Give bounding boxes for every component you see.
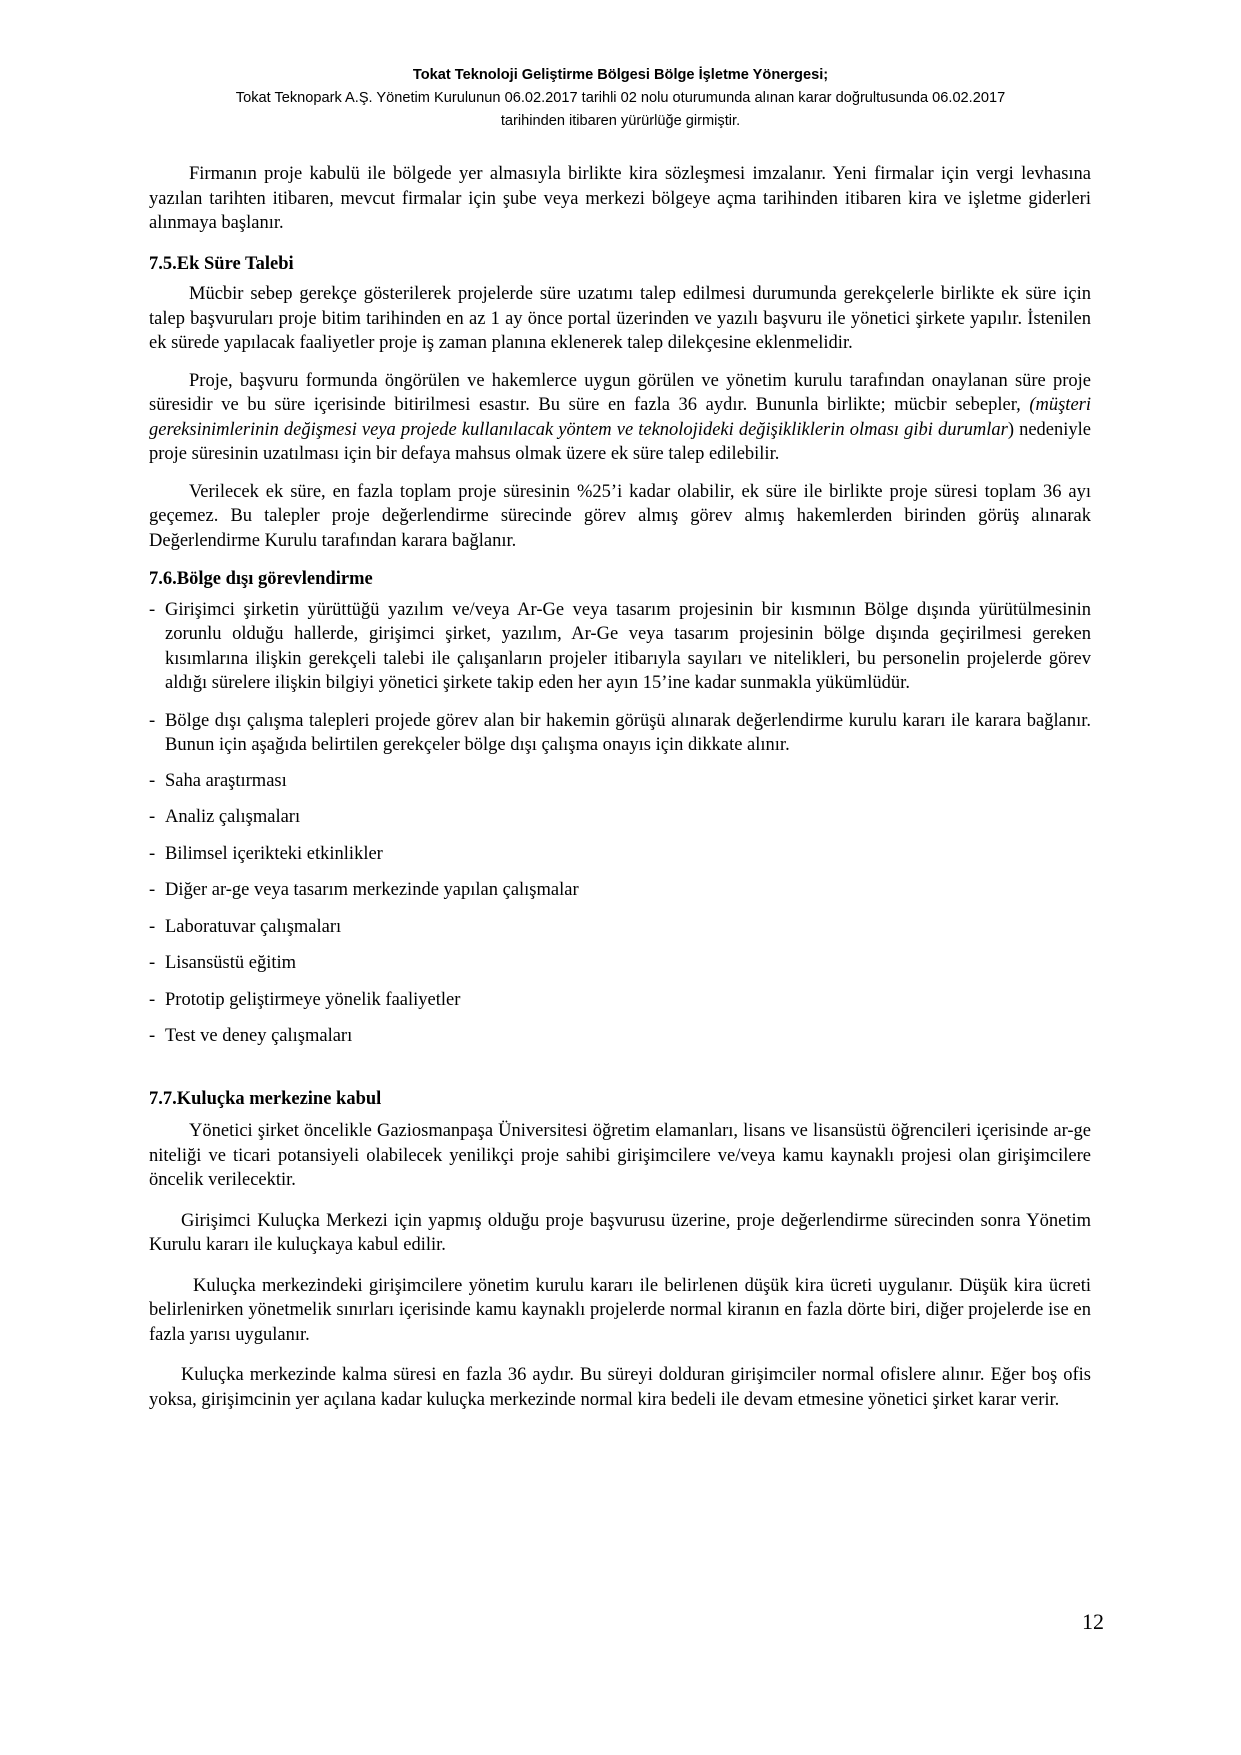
dash-bullet: - — [149, 989, 156, 1010]
list-item — [149, 805, 1091, 830]
section-7-7-paragraph-1: Yönetici şirket öncelikle Gaziosmanpaşa Üniversitesi öğretim elamanları, lisans ve lisansüstü öğrencileri içerisinde ar-ge niteliği ve ticari potansiyeli olabilecek yenilikçi proje sahibi girişimcilere ve/veya kamu kaynaklı projesi olan girişimcilere öncelik verilecektir. — [149, 1121, 1091, 1190]
section-7-5-paragraph-1: Mücbir sebep gerekçe gösterilerek projelerde süre uzatımı talep edilmesi durumunda gerekçelerle birlikte ek süre için talep başvuruları proje bitim tarihinden en az 1 ay önce portal üzerinden ve yazılı başvuru ile yönetici şirkete yapılır. İstenilen ek sürede yapılacak faaliyetler proje iş zaman planına eklenerek talep dilekçesine eklenmelidir. — [149, 284, 1091, 353]
dash-bullet: - — [149, 1026, 156, 1046]
list-item — [149, 988, 1091, 1013]
list-item — [149, 951, 1091, 976]
dash-bullet: - — [149, 807, 156, 827]
document-body — [149, 162, 1091, 1412]
section-7-7-paragraph-4: Kuluçka merkezinde kalma süresi en fazla 36 aydır. Bu süreyi dolduran girişimciler normal ofislere alınır. Eğer boş ofis yoksa, girişimcinin yer açılana kadar kuluçka merkezinde normal kira bedeli ile devam etmesine yönetici şirket karar verir. — [149, 1365, 1091, 1410]
section-7-6-item-2-text: Bölge dışı çalışma talepleri projede görev alan bir hakemin görüşü alınarak değerlendirme kurulu kararı ile karara bağlanır. Bunun için aşağıda belirtilen gerekçeler bölge dışı çalışma onayıs için dikkate alınır. — [165, 710, 1091, 755]
dash-bullet: - — [149, 710, 156, 731]
section-7-6-heading: 7.6.Bölge dışı görevlendirme — [149, 569, 373, 589]
dash-bullet: - — [149, 916, 156, 937]
list-item-text: Bilimsel içerikteki etkinlikler — [165, 843, 383, 864]
intro-paragraph: Firmanın proje kabulü ile bölgede yer almasıyla birlikte kira sözleşmesi imzalanır. Yeni firmalar için vergi levhasına yazılan tarihten itibaren, mevcut firmalar için şube veya merkezi bölgeye açma tarihinden itibaren kira ve işletme giderleri alınmaya başlanır. — [149, 164, 1091, 233]
header-line-1: Tokat Teknopark A.Ş. Yönetim Kurulunun 06.02.2017 tarihli 02 nolu oturumunda alınan karar doğrultusunda 06.02.2017 — [235, 90, 1006, 106]
page-header — [150, 64, 1091, 133]
section-7-7-paragraph-2: Girişimci Kuluçka Merkezi için yapmış olduğu proje başvurusu üzerine, proje değerlendirme sürecinden sonra Yönetim Kurulu kararı ile kuluçkaya kabul edilir. — [149, 1210, 1091, 1255]
list-item — [149, 915, 1091, 940]
list-item — [149, 1024, 1091, 1049]
section-7-5-paragraph-2 — [149, 369, 1091, 467]
list-item-text: Analiz çalışmaları — [165, 807, 301, 827]
header-line-2: tarihinden itibaren yürürlüğe girmiştir. — [500, 113, 741, 129]
list-item — [149, 769, 1091, 794]
header-title: Tokat Teknoloji Geliştirme Bölgesi Bölge İşletme Yönergesi; — [412, 67, 829, 83]
section-7-7-paragraph-3: Kuluçka merkezindeki girişimcilere yönetim kurulu kararı ile belirlenen düşük kira ücreti uygulanır. Düşük kira ücreti belirlenirken yönetmelik sınırları içerisinde kamu kaynaklı projelerde normal kiranın en fazla dörte biri, diğer projelerde ise en fazla yarısı uygulanır. — [149, 1275, 1091, 1345]
section-7-5-paragraph-2-italic: (müşteri gereksinimlerinin değişmesi veya projede kullanılacak yöntem ve teknolojideki değişikliklerin olması gibi durumlar — [149, 395, 1091, 440]
list-item — [149, 842, 1091, 867]
section-7-6-item-2 — [149, 709, 1091, 758]
dash-bullet: - — [149, 880, 156, 900]
section-7-7-heading: 7.7.Kuluçka merkezine kabul — [149, 1088, 382, 1109]
section-7-5-heading: 7.5.Ek Süre Talebi — [149, 253, 294, 274]
page-number: 12 — [1082, 1609, 1104, 1634]
section-7-5-paragraph-2-part-b: ) nedeniyle proje süresinin uzatılması için bir defaya mahsus olmak üzere ek süre talep edilebilir. — [149, 419, 1091, 464]
list-item-text: Test ve deney çalışmaları — [165, 1026, 353, 1046]
list-item — [149, 878, 1091, 903]
section-7-6-item-1-text: Girişimci şirketin yürüttüğü yazılım ve/veya Ar-Ge veya tasarım projesinin bir kısmının Bölge dışında yürütülmesinin zorunlu olduğu hallerde, girişimci şirket, yazılım, Ar-Ge veya tasarım projesinin bölge dışında geçirilmesi gereken kısımlarına ilişkin gerekçeli talebi ile çalışanların projeler itibarıyla sayıları ve nitelikleri, bu personelin projelerde görev aldığı sürelere ilişkin bilgiyi yönetici şirkete takip eden her ayın 15’ine kadar sunmakla yükümlüdür. — [165, 599, 1091, 693]
dash-bullet: - — [149, 953, 156, 973]
section-7-6-item-1 — [149, 598, 1091, 696]
dash-bullet: - — [149, 599, 156, 620]
section-7-5-paragraph-3: Verilecek ek süre, en fazla toplam proje süresinin %25’i kadar olabilir, ek süre ile birlikte proje süresi toplam 36 ayı geçemez. Bu talepler proje değerlendirme sürecinde görev almış görev almış hakemlerden birinden görüş alınarak Değerlendirme Kurulu tarafından karara bağlanır. — [149, 481, 1091, 551]
list-item-text: Prototip geliştirmeye yönelik faaliyetler — [165, 989, 461, 1010]
dash-bullet: - — [149, 843, 156, 864]
list-item-text: Diğer ar-ge veya tasarım merkezinde yapılan çalışmalar — [165, 880, 579, 900]
dash-bullet: - — [149, 770, 156, 791]
section-7-5-paragraph-2-part-a: Proje, başvuru formunda öngörülen ve hakemlerce uygun görülen ve yönetim kurulu tarafından onaylanan süre proje süresidir ve bu süre içerisinde bitirilmesi esastır. Bu süre en fazla 36 aydır. Bununla birlikte; mücbir sebepler, — [149, 370, 1091, 415]
list-item-text: Lisansüstü eğitim — [165, 953, 297, 973]
list-item-text: Laboratuvar çalışmaları — [165, 916, 342, 937]
list-item-text: Saha araştırması — [165, 770, 287, 791]
